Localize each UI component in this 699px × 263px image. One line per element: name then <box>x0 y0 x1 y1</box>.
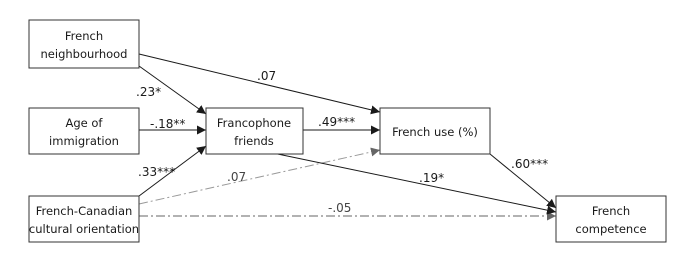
path-orientation-to-use <box>139 150 380 204</box>
node-label: Francophone <box>216 116 292 130</box>
coef-orientation-to-use: .07 <box>227 170 247 184</box>
node-label: competence <box>575 222 647 236</box>
node-label: neighbourhood <box>40 47 128 61</box>
coef-orientation-to-friends: .33*** <box>138 165 176 179</box>
coef-neighbourhood-to-use: .07 <box>257 69 277 83</box>
node-french-competence <box>556 196 666 242</box>
node-label: friends <box>234 134 274 148</box>
node-label: Age of <box>65 116 103 130</box>
path-neighbourhood-to-use <box>139 54 380 112</box>
coef-friends-to-competence: .19* <box>419 171 445 185</box>
coef-neighbourhood-to-friends: .23* <box>136 85 162 99</box>
coef-age-to-friends: -.18** <box>150 117 186 131</box>
node-label: cultural orientation <box>28 222 140 236</box>
coef-use-to-competence: .60*** <box>511 157 549 171</box>
node-age-of-immigration <box>29 108 139 154</box>
node-label: French <box>64 29 104 43</box>
node-label: French use (%) <box>392 125 478 139</box>
coef-orientation-to-competence: -.05 <box>328 201 352 215</box>
node-french-neighbourhood <box>29 20 139 68</box>
coef-friends-to-use: .49*** <box>318 115 356 129</box>
node-label: French <box>591 204 631 218</box>
node-francophone-friends <box>206 108 303 154</box>
node-french-use <box>380 108 490 154</box>
node-label: immigration <box>49 134 119 148</box>
node-label: French-Canadian <box>35 204 133 218</box>
node-french-canadian-orientation <box>29 196 139 242</box>
